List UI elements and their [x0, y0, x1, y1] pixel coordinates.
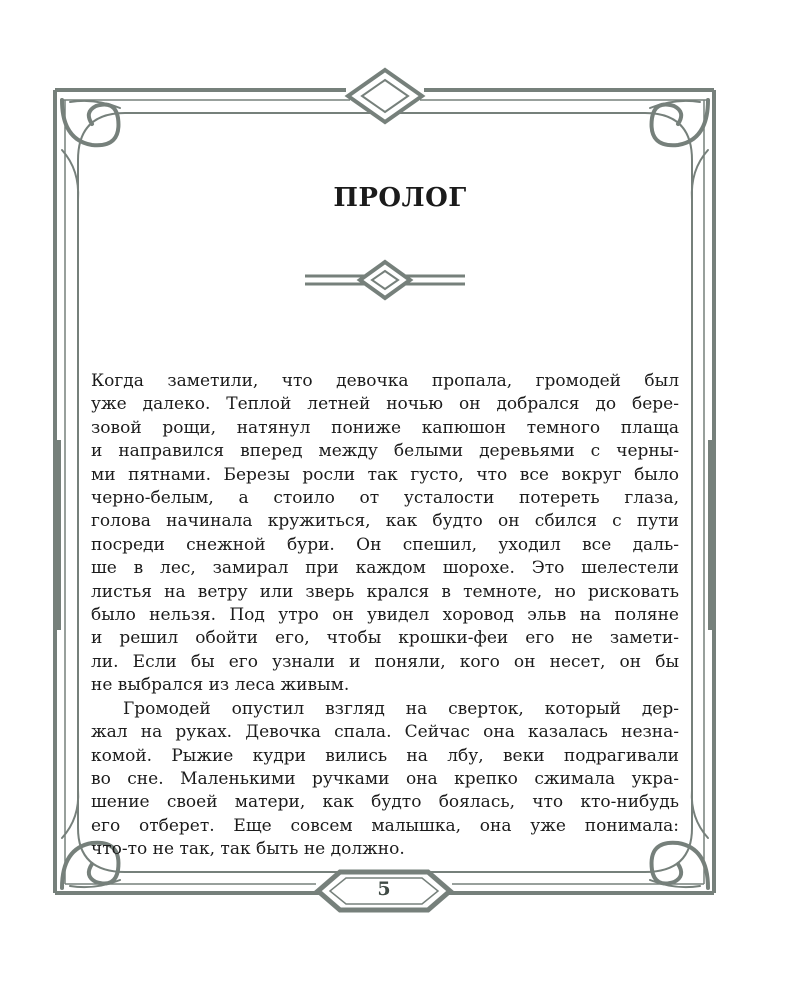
chapter-title: ПРОЛОГ — [333, 183, 467, 213]
body-line: ми пятнами. Березы росли так густо, что все вокруг было — [91, 464, 679, 485]
body-line: шение своей матери, как будто боялась, что кто-нибудь — [91, 792, 679, 813]
top-diamond-ornament — [348, 70, 422, 122]
body-line: уже далеко. Теплой летней ночью он добрался до бере- — [91, 394, 679, 415]
body-line: и решил обойти его, чтобы крошки-феи его не замети- — [91, 628, 679, 649]
body-line: во сне. Маленькими ручками она крепко сжимала укра- — [91, 768, 679, 789]
body-line: листья на ветру или зверь крался в темноте, но рисковать — [91, 581, 679, 602]
body-line: не выбрался из леса живым. — [91, 675, 350, 696]
body-text — [91, 370, 679, 862]
body-line: зовой рощи, натянул пониже капюшон темного плаща — [91, 417, 679, 438]
body-line: ше в лес, замирал при каждом шорохе. Это шелестели — [91, 558, 679, 579]
body-line: Когда заметили, что девочка пропала, громодей был — [91, 371, 679, 391]
body-line: посреди снежной бури. Он спешил, уходил все даль- — [91, 534, 679, 555]
body-line: черно-белым, а стоило от усталости потереть глаза, — [91, 488, 679, 509]
body-line: и направился вперед между белыми деревьями с черны- — [91, 441, 679, 462]
body-line: ли. Если бы его узнали и поняли, кого он несет, он бы — [91, 651, 679, 672]
body-line: его отберет. Еще совсем малышка, она уже понимала: — [91, 815, 679, 836]
body-line: было нельзя. Под утро он увидел хоровод эльв на поляне — [91, 605, 679, 626]
body-line: что-то не так, так быть не должно. — [91, 839, 405, 860]
body-line: комой. Рыжие кудри вились на лбу, веки подрагивали — [91, 745, 679, 766]
right-side-bar — [708, 440, 716, 630]
page-number: 5 — [377, 878, 391, 900]
body-line: жал на руках. Девочка спала. Сейчас она казалась незна- — [91, 722, 679, 743]
body-line: голова начинала кружиться, как будто он сбился с пути — [91, 511, 679, 532]
title-divider-ornament — [305, 262, 465, 298]
body-line: Громодей опустил взгляд на сверток, который дер- — [123, 698, 679, 719]
left-side-bar — [53, 440, 61, 630]
